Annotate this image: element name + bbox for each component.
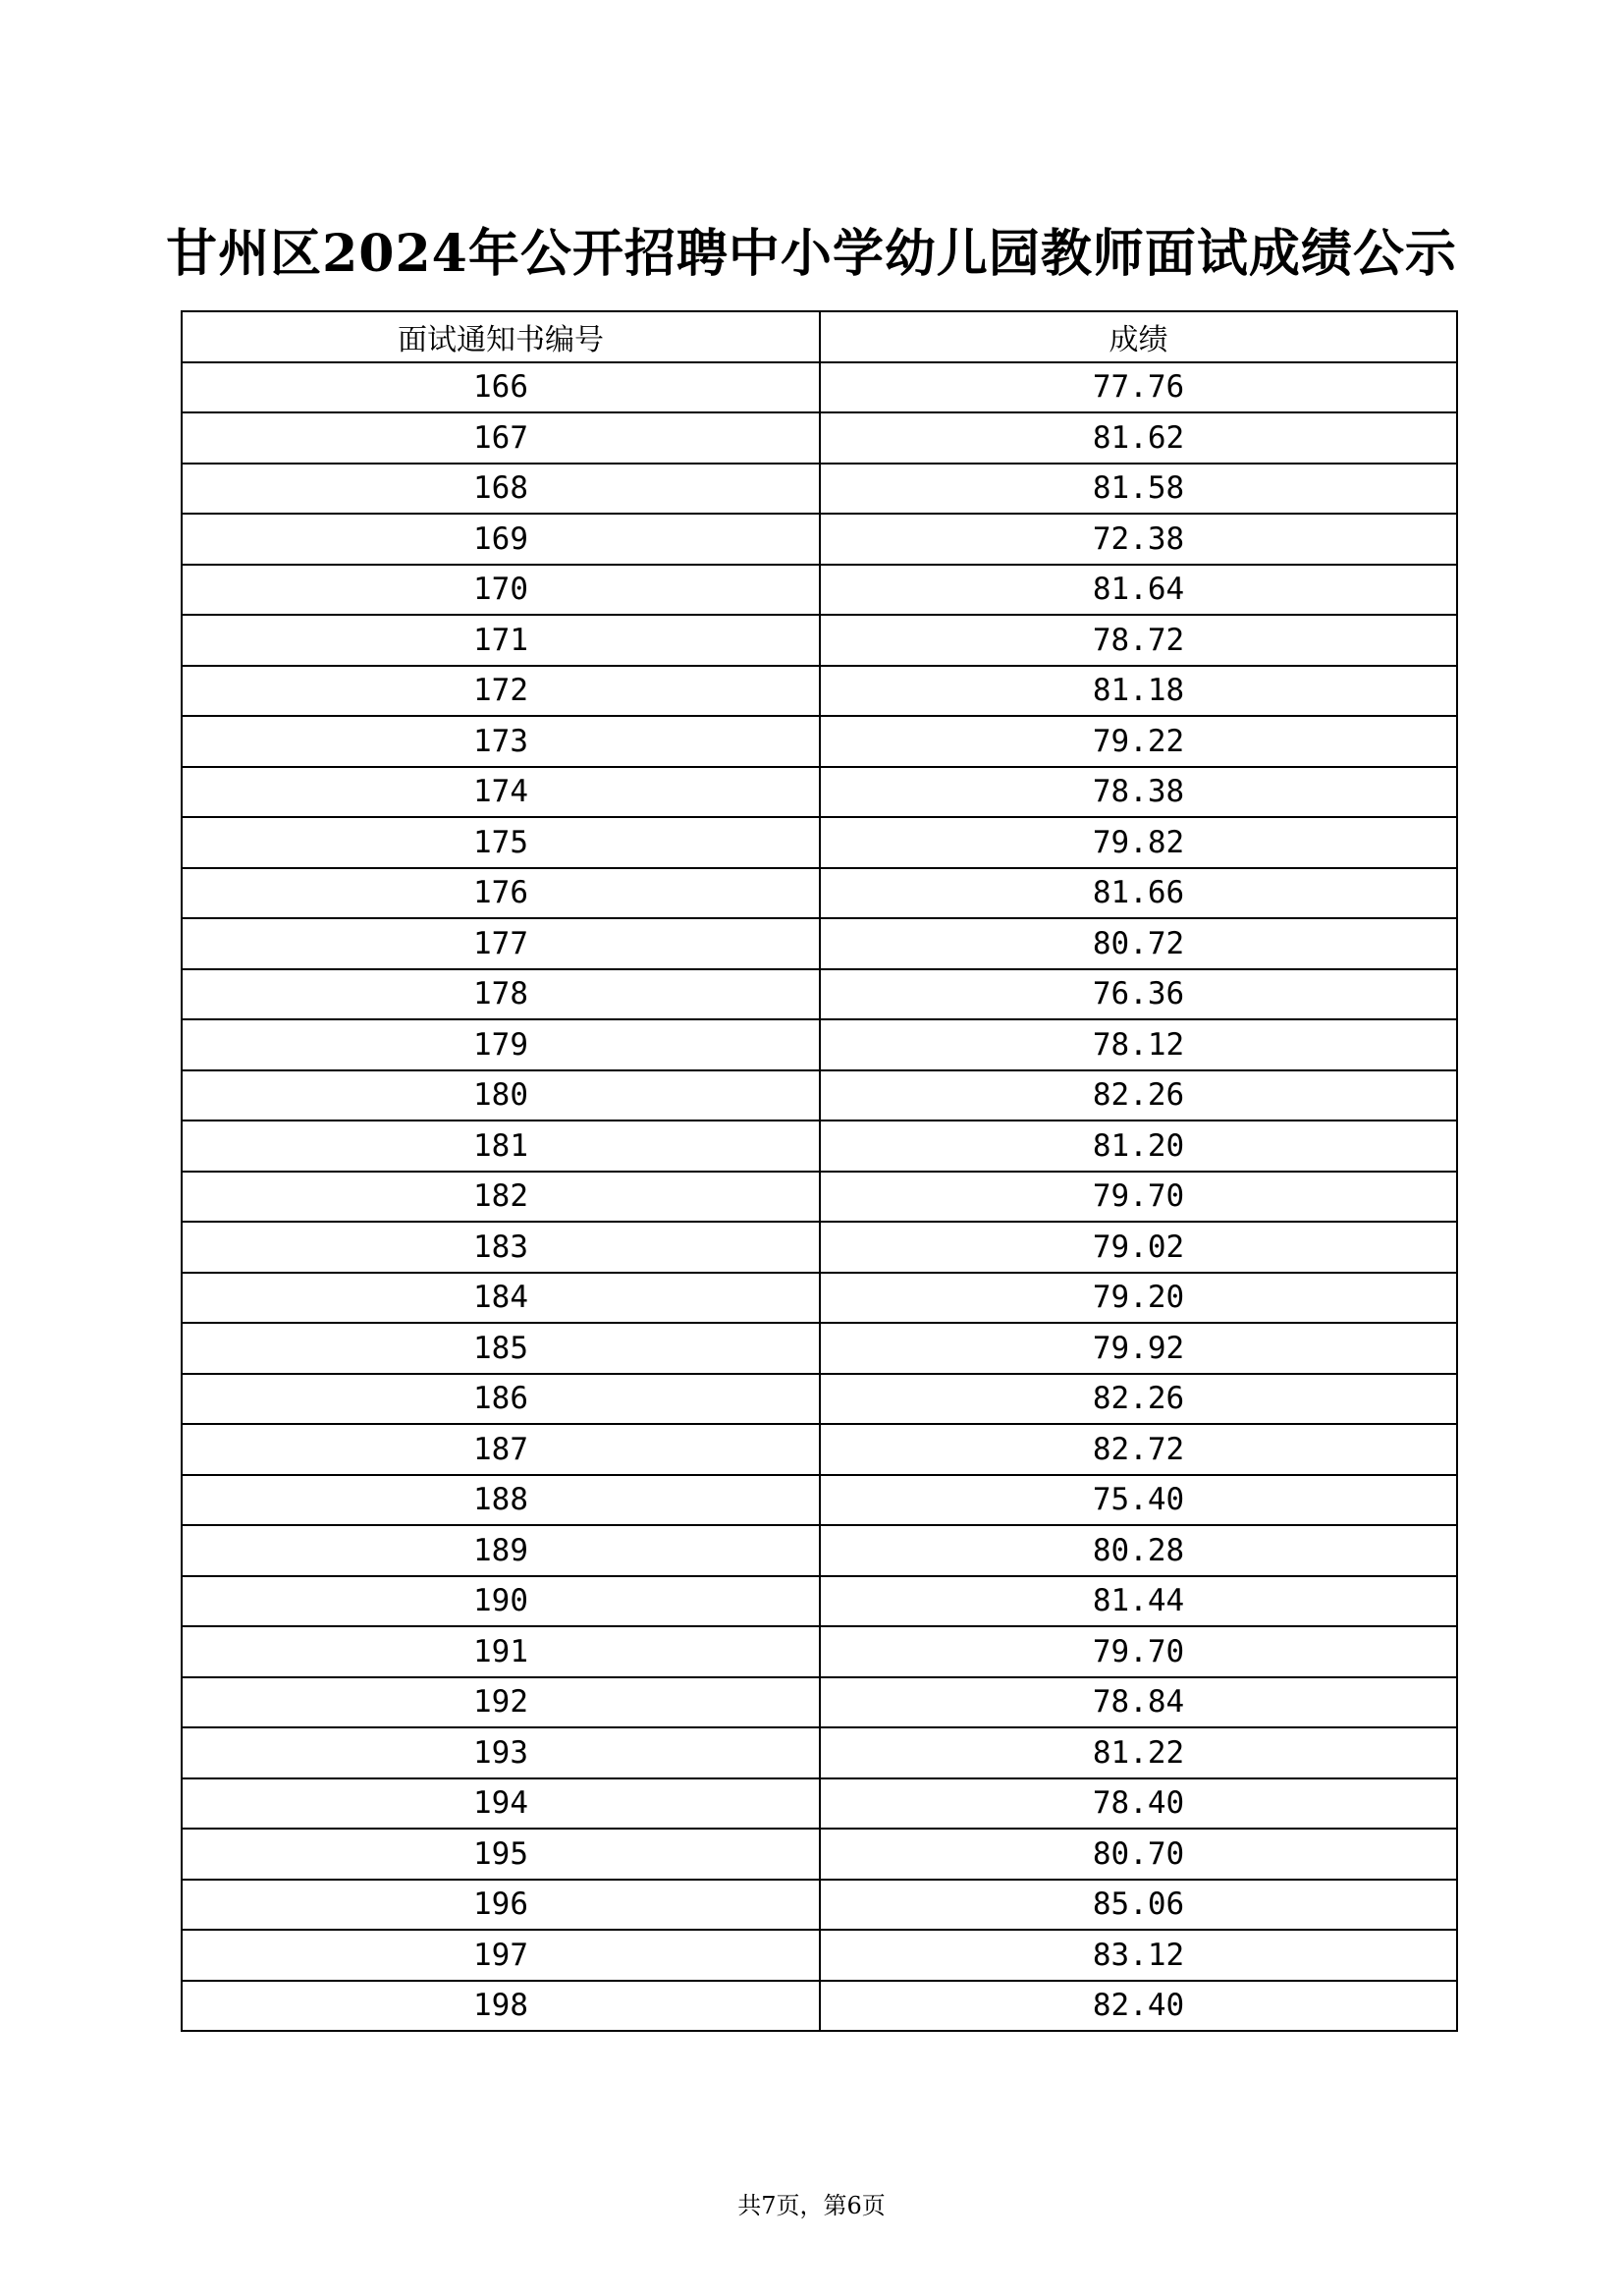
cell-score: 79.92 [820, 1323, 1457, 1374]
table-row [182, 362, 1457, 413]
table-row [182, 868, 1457, 919]
cell-notice-number: 166 [182, 362, 820, 413]
table-row [182, 1374, 1457, 1425]
cell-score: 82.26 [820, 1070, 1457, 1121]
table-row [182, 1323, 1457, 1374]
cell-notice-number: 177 [182, 918, 820, 969]
table-row [182, 1019, 1457, 1070]
table-row [182, 1576, 1457, 1627]
cell-score: 82.40 [820, 1981, 1457, 2032]
table-header-row [182, 311, 1457, 362]
table-row [182, 615, 1457, 666]
table-row [182, 1727, 1457, 1778]
cell-notice-number: 184 [182, 1273, 820, 1324]
cell-score: 75.40 [820, 1475, 1457, 1526]
table-row [182, 716, 1457, 767]
cell-score: 78.72 [820, 615, 1457, 666]
cell-notice-number: 197 [182, 1930, 820, 1981]
cell-score: 76.36 [820, 969, 1457, 1020]
cell-notice-number: 179 [182, 1019, 820, 1070]
cell-score: 79.20 [820, 1273, 1457, 1324]
cell-score: 82.26 [820, 1374, 1457, 1425]
cell-notice-number: 182 [182, 1172, 820, 1223]
cell-score: 79.70 [820, 1172, 1457, 1223]
table-row [182, 767, 1457, 818]
cell-notice-number: 185 [182, 1323, 820, 1374]
table-row [182, 1525, 1457, 1576]
table-row [182, 412, 1457, 464]
cell-score: 78.84 [820, 1677, 1457, 1728]
cell-notice-number: 170 [182, 565, 820, 616]
cell-score: 79.82 [820, 817, 1457, 868]
cell-notice-number: 174 [182, 767, 820, 818]
cell-score: 81.44 [820, 1576, 1457, 1627]
table-row [182, 565, 1457, 616]
table-row [182, 1424, 1457, 1475]
table-row [182, 1273, 1457, 1324]
cell-notice-number: 192 [182, 1677, 820, 1728]
table-row [182, 1677, 1457, 1728]
table-row [182, 1172, 1457, 1223]
cell-notice-number: 181 [182, 1121, 820, 1172]
table-row [182, 514, 1457, 565]
cell-notice-number: 186 [182, 1374, 820, 1425]
table-row [182, 1222, 1457, 1273]
cell-notice-number: 191 [182, 1626, 820, 1677]
cell-score: 82.72 [820, 1424, 1457, 1475]
cell-score: 79.22 [820, 716, 1457, 767]
cell-notice-number: 167 [182, 412, 820, 464]
cell-score: 85.06 [820, 1880, 1457, 1931]
cell-score: 81.58 [820, 464, 1457, 515]
cell-score: 81.18 [820, 666, 1457, 717]
cell-score: 80.28 [820, 1525, 1457, 1576]
cell-notice-number: 173 [182, 716, 820, 767]
cell-notice-number: 178 [182, 969, 820, 1020]
cell-notice-number: 168 [182, 464, 820, 515]
table-row [182, 1829, 1457, 1880]
cell-notice-number: 188 [182, 1475, 820, 1526]
cell-notice-number: 183 [182, 1222, 820, 1273]
table-row [182, 464, 1457, 515]
table-row [182, 1880, 1457, 1931]
cell-score: 80.70 [820, 1829, 1457, 1880]
cell-score: 78.12 [820, 1019, 1457, 1070]
cell-score: 81.66 [820, 868, 1457, 919]
cell-score: 80.72 [820, 918, 1457, 969]
cell-notice-number: 180 [182, 1070, 820, 1121]
cell-score: 78.38 [820, 767, 1457, 818]
table-row [182, 666, 1457, 717]
cell-score: 81.64 [820, 565, 1457, 616]
cell-notice-number: 172 [182, 666, 820, 717]
table-row [182, 1981, 1457, 2032]
table-row [182, 1778, 1457, 1830]
cell-notice-number: 176 [182, 868, 820, 919]
cell-notice-number: 196 [182, 1880, 820, 1931]
cell-score: 77.76 [820, 362, 1457, 413]
table-row [182, 1070, 1457, 1121]
table-body [182, 362, 1457, 2032]
column-header-score: 成绩 [820, 311, 1457, 362]
cell-notice-number: 171 [182, 615, 820, 666]
cell-score: 79.02 [820, 1222, 1457, 1273]
cell-score: 79.70 [820, 1626, 1457, 1677]
page-footer: 共7页，第6页 [737, 2192, 886, 2219]
cell-notice-number: 187 [182, 1424, 820, 1475]
cell-score: 81.62 [820, 412, 1457, 464]
table-row [182, 1626, 1457, 1677]
cell-notice-number: 169 [182, 514, 820, 565]
cell-notice-number: 190 [182, 1576, 820, 1627]
table-row [182, 918, 1457, 969]
cell-score: 78.40 [820, 1778, 1457, 1830]
scores-table [181, 310, 1458, 2032]
cell-notice-number: 193 [182, 1727, 820, 1778]
cell-score: 81.20 [820, 1121, 1457, 1172]
page-title: 甘州区2024年公开招聘中小学幼儿园教师面试成绩公示 [166, 224, 1457, 284]
cell-score: 83.12 [820, 1930, 1457, 1981]
cell-notice-number: 194 [182, 1778, 820, 1830]
table-row [182, 1930, 1457, 1981]
cell-notice-number: 189 [182, 1525, 820, 1576]
cell-notice-number: 175 [182, 817, 820, 868]
cell-score: 72.38 [820, 514, 1457, 565]
table-row [182, 817, 1457, 868]
table-row [182, 969, 1457, 1020]
cell-notice-number: 198 [182, 1981, 820, 2032]
cell-score: 81.22 [820, 1727, 1457, 1778]
column-header-notice-number: 面试通知书编号 [182, 311, 820, 362]
table-row [182, 1475, 1457, 1526]
cell-notice-number: 195 [182, 1829, 820, 1880]
table-row [182, 1121, 1457, 1172]
